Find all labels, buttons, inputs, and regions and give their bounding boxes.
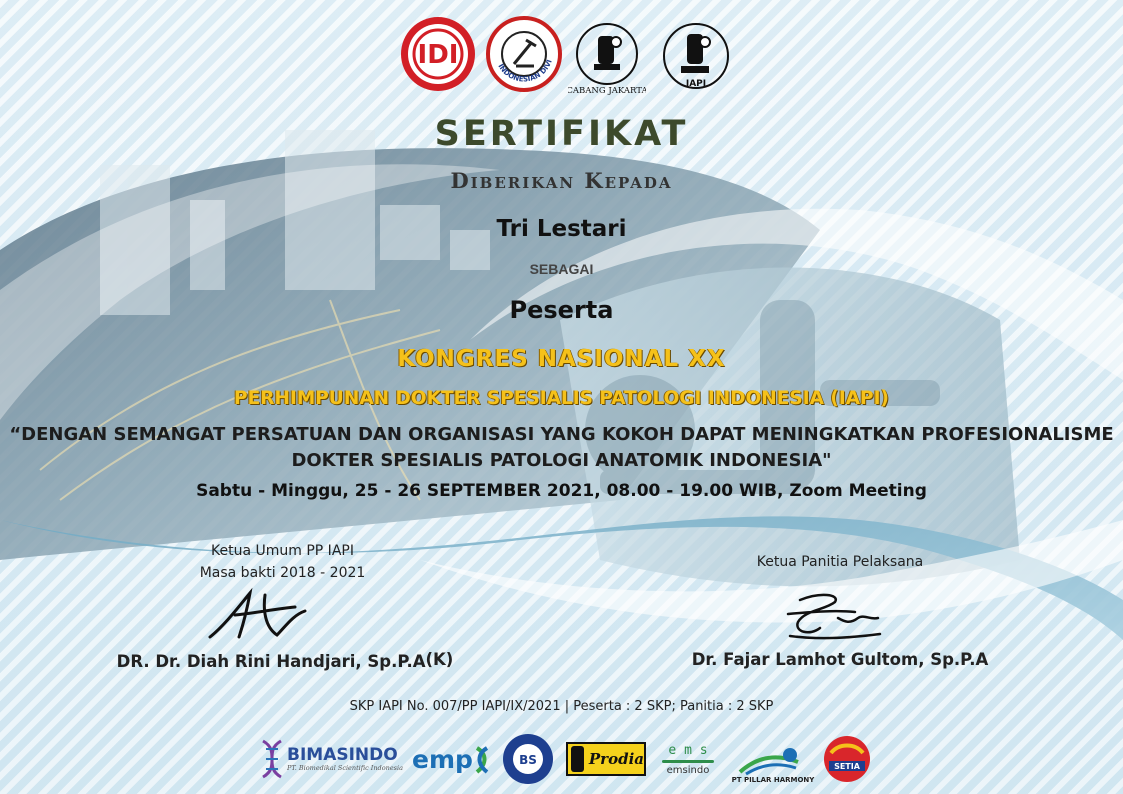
dna-icon: [257, 739, 287, 779]
bimasindo-subtitle: PT. Biomedikal Scientific Indonesia: [287, 764, 403, 772]
right-signatory-name: Dr. Fajar Lamhot Gultom, Sp.P.A: [691, 650, 989, 669]
svg-text:BS: BS: [519, 753, 537, 767]
setia-logo-icon: [823, 735, 871, 783]
organization-name: PERHIMPUNAN DOKTER SPESIALIS PATOLOGI INDONESIA (IAPI): [234, 388, 889, 409]
certificate-title: SERTIFIKAT: [434, 114, 689, 154]
event-theme-line-1: “DENGAN SEMANGAT PERSATUAN DAN ORGANISASI YANG KOKOH DAPAT MENINGKATKAN PROFESIONALISME: [9, 424, 1114, 445]
bimasindo-text-block: [287, 746, 403, 772]
left-signatory-name: [100, 650, 470, 671]
left-signature: [205, 585, 320, 645]
biogen-logo-icon: [502, 733, 554, 785]
iap-indonesian-division-logo: [486, 16, 562, 92]
prodia-symbol-icon: [571, 746, 584, 772]
left-signatory-title: [150, 540, 415, 584]
as-label: SEBAGAI: [529, 261, 594, 277]
svg-text:CABANG JAKARTA: CABANG JAKARTA: [568, 86, 646, 96]
prodia-box: [566, 742, 646, 776]
sponsor-emp: [412, 734, 492, 784]
right-signatory-title: Ketua Panitia Pelaksana: [756, 554, 924, 570]
left-signatory-name-text: DR. Dr. Diah Rini Handjari, Sp.P.A: [116, 652, 426, 671]
event-title: KONGRES NASIONAL XX: [397, 346, 726, 372]
iapi-logo: [657, 16, 735, 96]
given-to-label: Diberikan Kepada: [450, 168, 673, 193]
right-signature: [780, 588, 895, 648]
ems-subtitle: emsindo: [666, 764, 710, 776]
skp-info: SKP IAPI No. 007/PP IAPI/IX/2021 | Peserta : 2 SKP; Panitia : 2 SKP: [349, 699, 774, 714]
iapi-cabang-jakarta-logo: [568, 16, 646, 96]
sponsor-prodia: [566, 734, 648, 784]
sponsor-emsindo: [656, 734, 720, 784]
recipient-name: Tri Lestari: [496, 216, 627, 242]
iap-indonesian-division-logo-icon: [486, 16, 562, 92]
pillar-harmony-name: PT PILLAR HARMONY: [731, 776, 815, 784]
left-signatory-suffix: (K): [425, 650, 454, 669]
left-signatory-title-line-1: Ketua Umum PP IAPI: [211, 543, 354, 559]
svg-text:IAPI: IAPI: [685, 79, 707, 89]
idi-logo-icon: [400, 16, 476, 92]
iapi-cabang-jakarta-logo-icon: [568, 16, 646, 96]
svg-text:IDI: IDI: [417, 40, 459, 70]
sponsor-pillar-harmony: [730, 734, 816, 784]
prodia-name: Prodia: [588, 750, 644, 768]
svg-text:SETIA: SETIA: [834, 762, 860, 771]
sponsor-setia: [823, 734, 873, 784]
event-date: Sabtu - Minggu, 25 - 26 SEPTEMBER 2021, 08.00 - 19.00 WIB, Zoom Meeting: [196, 481, 927, 501]
recipient-role: Peserta: [509, 296, 614, 324]
idi-logo: [400, 16, 476, 92]
iapi-logo-icon: [657, 16, 735, 96]
emp-ribbon-icon: [473, 744, 491, 774]
sponsor-biogen: [502, 734, 556, 784]
bimasindo-name: BIMASINDO: [287, 745, 398, 765]
ems-swoosh-icon: [662, 760, 714, 763]
left-signatory-title-line-2: Masa bakti 2018 - 2021: [199, 565, 366, 581]
event-theme: [0, 422, 1123, 474]
pillar-harmony-logo-icon: [738, 746, 808, 776]
svg-text:INDONESIAN DIVISION: INDONESIAN DIVI: [496, 58, 554, 84]
emp-name: emp: [412, 744, 473, 774]
event-theme-line-2: DOKTER SPESIALIS PATOLOGI ANATOMIK INDONESIA": [291, 450, 832, 471]
sponsor-bimasindo: [257, 734, 407, 784]
ems-name: e m s: [668, 742, 708, 758]
